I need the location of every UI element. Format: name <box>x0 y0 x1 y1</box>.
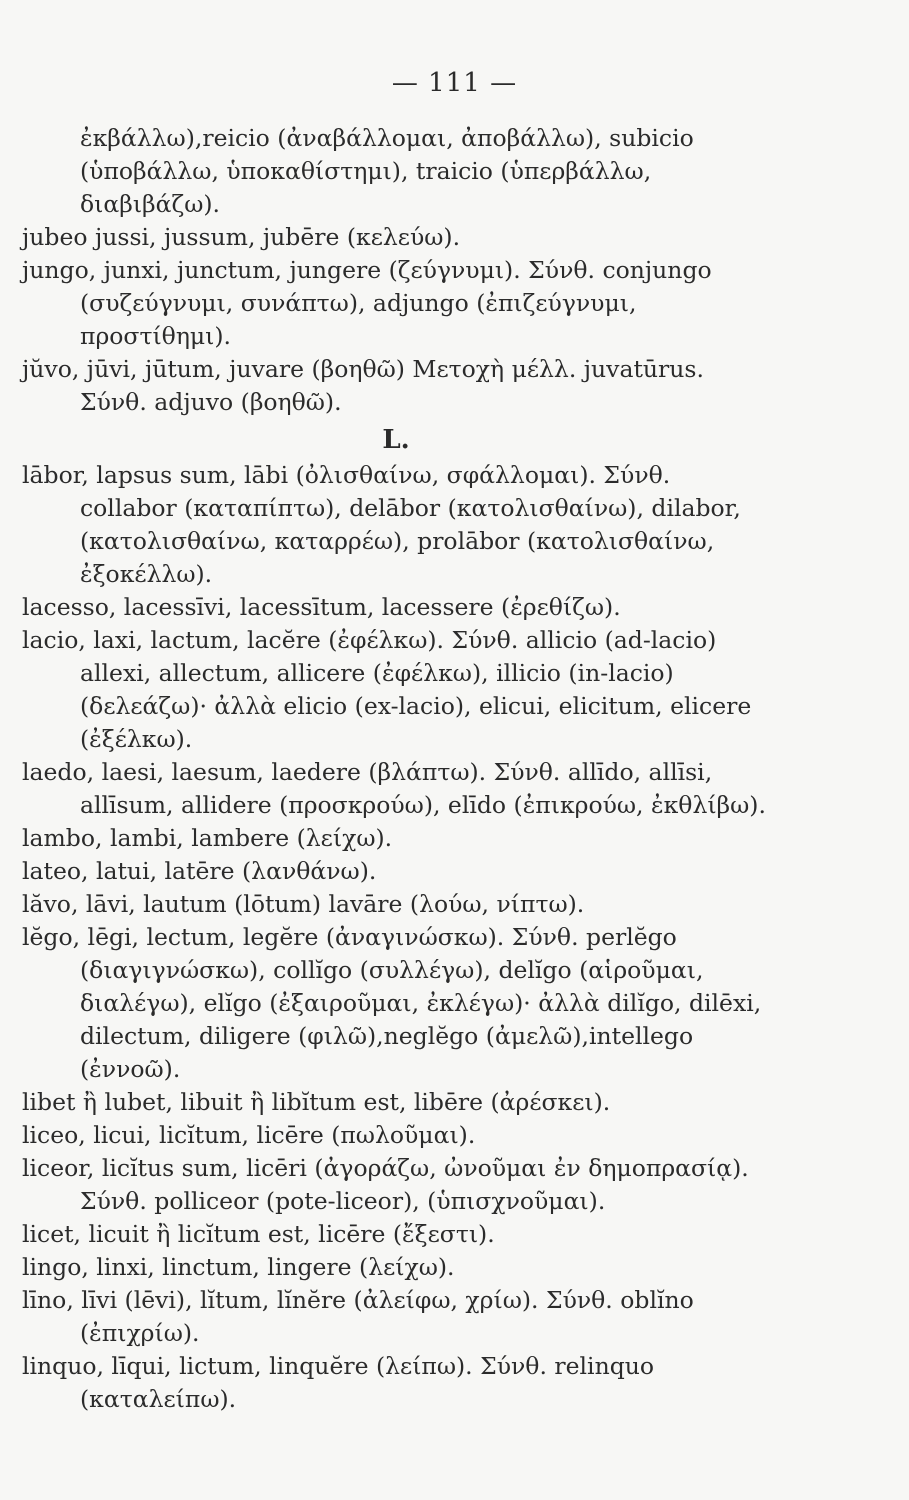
entry-laedo: laedo, laesi, laesum, laedere (βλάπτω). Σύνθ. allīdo, allīsi, allīsum, allidere (προσκρούω), elīdo (ἐπικρούω, ἐκθλίβω). <box>22 758 766 819</box>
entry-jubeo: jubeo jussi, jussum, jubēre (κελεύω). <box>22 223 461 251</box>
entry-lingo: lingo, linxi, linctum, lingere (λείχω). <box>22 1253 455 1281</box>
entry-lateo: lateo, latui, latēre (λανθάνω). <box>22 857 377 885</box>
dictionary-entries <box>22 122 770 1416</box>
entry-libet: libet ἢ lubet, libuit ἢ libĭtum est, libēre (ἀρέσκει). <box>22 1088 611 1116</box>
entry-lacesso: lacesso, lacessīvi, lacessītum, lacessere (ἐρεθίζω). <box>22 593 621 621</box>
page-number: — 111 — <box>391 68 518 98</box>
section-heading-l: L. <box>382 425 410 455</box>
entry-liceor: liceor, licĭtus sum, licēri (ἀγοράζω, ὠνοῦμαι ἐν δημοπρασίᾳ). Σύνθ. polliceor (pote-liceor), (ὑπισχνοῦμαι). <box>22 1154 749 1215</box>
entry-lego: lĕgo, lēgi, lectum, legĕre (ἀναγινώσκω). Σύνθ. perlĕgo (διαγιγνώσκω), collĭgo (συλλέγω), delĭgo (αἱροῦμαι, διαλέγω), elĭgo (ἐξαιροῦμαι, ἐκλέγω)· ἀλλὰ dilĭgo, dilēxi, dilectum, diligere (φιλῶ),neglĕgo (ἀμελῶ),intellego (ἐννοῶ). <box>22 923 762 1083</box>
entry-jungo: jungo, junxi, junctum, jungere (ζεύγνυμι). Σύνθ. conjungo (συζεύγνυμι, συνάπτω), adjungo (ἐπιζεύγνυμι, προστίθημι). <box>22 256 712 350</box>
entry-lacio: lacio, laxi, lactum, lacĕre (ἐφέλκω). Σύνθ. allicio (ad-lacio) allexi, allectum, allicere (ἐφέλκω), illicio (in-lacio) (δελεάζω)· ἀλλὰ elicio (ex-lacio), elicui, elicitum, elicere (ἐξέλκω). <box>22 626 752 753</box>
entry-liceo: liceo, licui, licĭtum, licēre (πωλοῦμαι). <box>22 1121 476 1149</box>
entry-lambo: lambo, lambi, lambere (λείχω). <box>22 824 393 852</box>
entry-juvo: jŭvo, jūvi, jūtum, juvare (βοηθῶ) Μετοχὴ μέλλ. juvatūrus. Σύνθ. adjuvo (βοηθῶ). <box>22 355 704 416</box>
entry-labor: lābor, lapsus sum, lābi (ὀλισθαίνω, σφάλλομαι). Σύνθ. collabor (καταπίπτω), delābor (κατολισθαίνω), dilabor, (κατολισθαίνω, καταρρέω), prolābor (κατολισθαίνω, ἐξοκέλλω). <box>22 461 741 588</box>
entry-continuation: ἐκβάλλω),reicio (ἀναβάλλομαι, ἀποβάλλω), subicio (ὑποβάλλω, ὑποκαθίστημι), traicio (ὑπερβάλλω, διαβιβάζω). <box>80 124 694 218</box>
entry-lavo: lăvo, lāvi, lautum (lōtum) lavāre (λούω, νίπτω). <box>22 890 585 918</box>
entry-linquo: linquo, līqui, lictum, linquĕre (λείπω). Σύνθ. relinquo (καταλείπω). <box>22 1352 655 1413</box>
entry-lino: līno, līvi (lēvi), lĭtum, lĭnĕre (ἀλείφω, χρίω). Σύνθ. oblĭno (ἐπιχρίω). <box>22 1286 694 1347</box>
entry-licet: licet, licuit ἢ licĭtum est, licēre (ἔξεστι). <box>22 1220 495 1248</box>
